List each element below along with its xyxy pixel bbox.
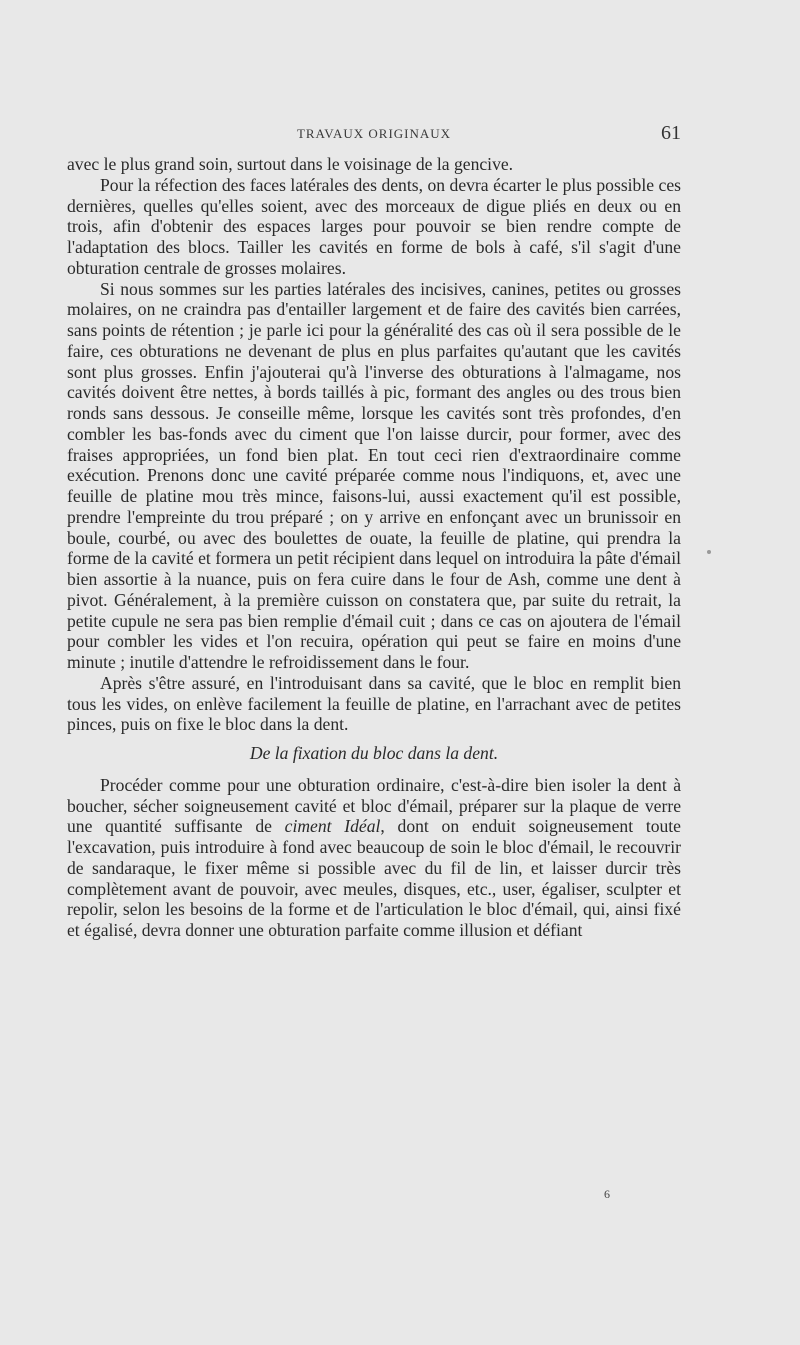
page-header <box>67 122 681 146</box>
body-text <box>67 154 681 941</box>
paragraph-after-assurance: Après s'être assuré, en l'introduisant dans sa cavité, que le bloc en remplit bien tous les vides, on enlève facilement la feuille de platine, en l'arrachant avec de petites pinces, puis on fixe le bloc dans la dent. <box>67 672 681 735</box>
fixation-text-start: Procéder comme pour une obturation ordinaire, c'est-à-dire bien isoler la dent à boucher, sécher soigneusement cavité et bloc d'émail, préparer sur la plaque de verre une quantité suffisante de <box>67 774 681 837</box>
running-head: TRAVAUX ORIGINAUX <box>296 126 452 141</box>
fixation-italic-term: ciment Idéal <box>284 816 381 837</box>
paragraph-lateral-parts: Si nous sommes sur les parties latérales des incisives, canines, petites ou grosses molaires, on ne craindra pas d'entailler largement et de faire des cavités bien carrées, sans points de rétention ; je parle ici pour la généralité des cas où il sera possible de le faire, ces obturations ne devenant de plus en plus parfaites qu'autant que les cavités sont plus grosses. Enfin j'ajouterai qu'à l'inverse des obturations à l'almagame, nos cavités doivent être nettes, à bords taillés à pic, formant des angles ou des trous bien ronds sans dessous. Je conseille même, lorsque les cavités sont très profondes, d'en combler les bas-fonds avec du ciment que l'on laisse durcir, pour former, avec des fraises appropriées, un fond bien plat. En tout ceci rien d'extraordinaire comme exécution. Prenons donc une cavité préparée comme nous l'indiquons, et, avec une feuille de platine mou très mince, faisons-lui, aussi exactement qu'il est possible, prendre l'empreinte du trou préparé ; on y arrive en enfonçant avec un brunissoir en boule, courbé, ou avec des boulettes de ouate, la feuille de platine, qui prendra la forme de la cavité et formera un petit récipient dans lequel on introduira la pâte d'émail bien assortie à la nuance, puis on fera cuire dans le four de Ash, comme une dent à pivot. Généralement, à la première cuisson on constatera que, par suite du retrait, la petite cupule ne sera pas bien remplie d'émail cuit ; dans ce cas on ajoutera de l'émail pour combler les vides et l'on recuira, opération qui peut se faire en moins d'une minute ; inutile d'attendre le refroidissement dans le four. <box>67 278 681 672</box>
paper-speck <box>707 550 711 554</box>
section-title: De la fixation du bloc dans la dent. <box>249 743 499 763</box>
signature-mark: 6 <box>604 1187 610 1201</box>
paragraph-fixation <box>67 775 681 941</box>
paragraph-continued: avec le plus grand soin, surtout dans le voisinage de la gencive. <box>67 154 514 174</box>
page-number: 61 <box>661 122 681 144</box>
fixation-text-end: , dont on enduit soigneusement toute l'excavation, puis introduire à fond avec beaucoup de soin le bloc d'émail, le recouvrir de sandaraque, le fixer même si possible avec du fil de lin, et laisser durcir très complètement avant de pouvoir, avec meules, disques, etc., user, égaliser, sculpter et repolir, selon les besoins de la forme et de l'articulation le bloc d'émail, qui, ainsi fixé et égalisé, devra donner une obturation parfaite comme illusion et défiant <box>67 816 681 940</box>
paragraph-lateral-faces: Pour la réfection des faces latérales des dents, on devra écarter le plus possible ces dernières, quelles qu'elles soient, avec des morceaux de digue pliés en deux ou en trois, afin d'obtenir des espaces larges pour pouvoir se bien rendre compte de l'adaptation des blocs. Tailler les cavités en forme de bols à café, s'il s'agit d'une obturation centrale de grosses molaires. <box>67 174 681 278</box>
